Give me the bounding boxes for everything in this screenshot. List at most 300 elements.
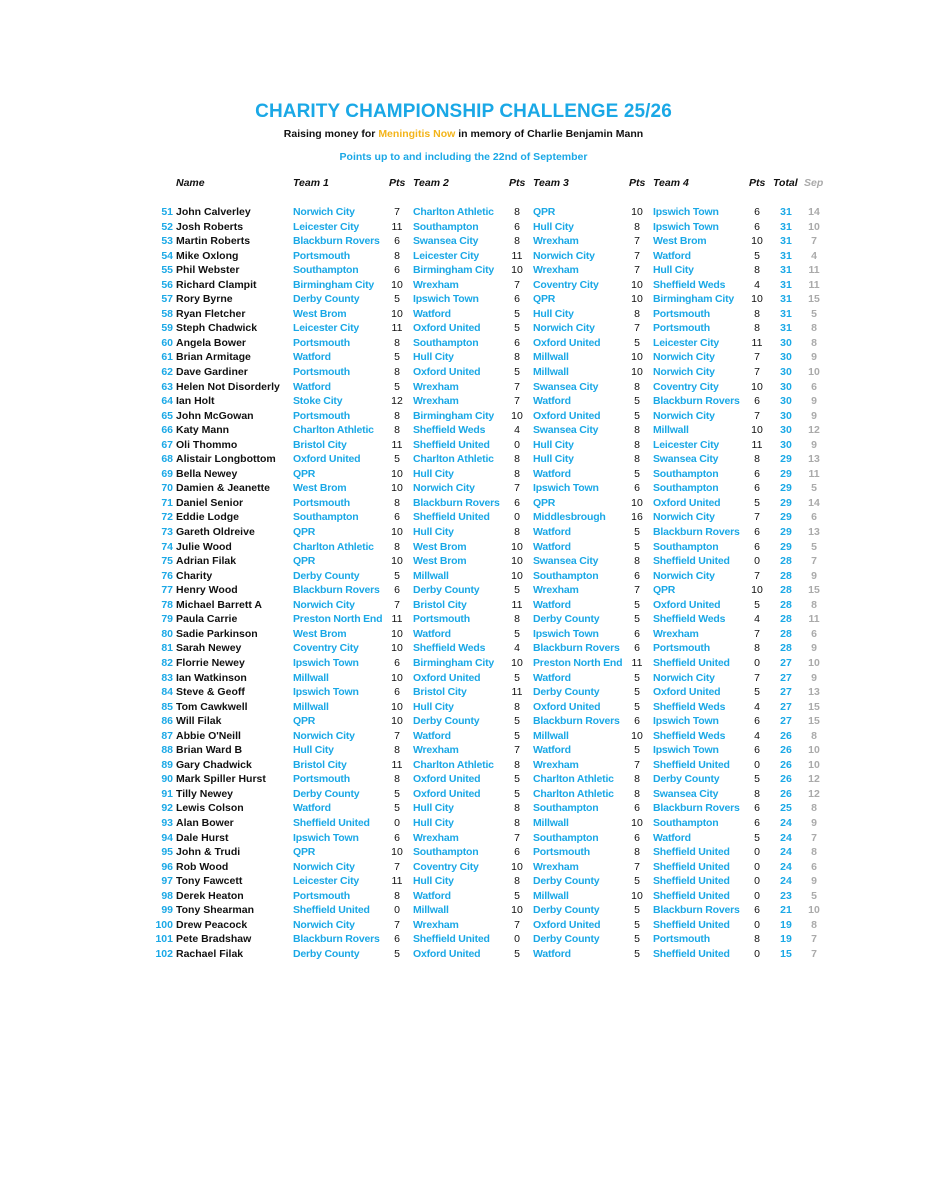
- team4-points: 6: [754, 540, 760, 553]
- team1-points: 7: [394, 598, 400, 611]
- entry-number: 95: [161, 846, 173, 859]
- team1-points: 5: [394, 380, 400, 393]
- table-row: [0, 554, 927, 569]
- team1-points: 11: [391, 322, 403, 335]
- team4: Sheffield Weds: [653, 700, 726, 713]
- sep-points: 13: [808, 453, 820, 466]
- team3: Millwall: [533, 351, 569, 364]
- sep-points: 10: [808, 366, 820, 379]
- team2-points: 5: [514, 671, 520, 684]
- entry-number: 86: [161, 715, 173, 728]
- total-points: 29: [780, 453, 792, 466]
- team2: Wrexham: [413, 380, 459, 393]
- team1-points: 10: [391, 700, 403, 713]
- team4-points: 0: [754, 889, 760, 902]
- player-name: Sadie Parkinson: [176, 627, 258, 640]
- entry-number: 100: [155, 918, 173, 931]
- team4-points: 8: [754, 642, 760, 655]
- team1-points: 5: [394, 569, 400, 582]
- table-row: [0, 816, 927, 831]
- team3-points: 8: [634, 438, 640, 451]
- total-points: 27: [780, 700, 792, 713]
- team1-points: 6: [394, 686, 400, 699]
- team3-points: 8: [634, 555, 640, 568]
- team2-points: 11: [511, 249, 523, 262]
- player-name: John McGowan: [176, 409, 254, 422]
- team2-points: 8: [514, 758, 520, 771]
- team4: Watford: [653, 249, 691, 262]
- team4-points: 6: [754, 482, 760, 495]
- team3-points: 8: [634, 846, 640, 859]
- team3-points: 7: [634, 264, 640, 277]
- player-name: Sarah Newey: [176, 642, 242, 655]
- subtitle-suffix: in memory of Charlie Benjamin Mann: [455, 128, 644, 140]
- table-row: [0, 583, 927, 598]
- team2-points: 5: [514, 715, 520, 728]
- team4-points: 4: [754, 700, 760, 713]
- team2-points: 5: [514, 947, 520, 960]
- team4: Sheffield Weds: [653, 729, 726, 742]
- team3: Hull City: [533, 438, 574, 451]
- team1-points: 6: [394, 511, 400, 524]
- player-name: Ryan Fletcher: [176, 307, 246, 320]
- total-points: 28: [780, 598, 792, 611]
- team4: Ipswich Town: [653, 206, 719, 218]
- team1-points: 10: [391, 555, 403, 568]
- team1: Derby County: [293, 293, 360, 306]
- team3: Watford: [533, 526, 571, 539]
- team3-points: 10: [631, 889, 643, 902]
- team2: Watford: [413, 307, 451, 320]
- total-points: 31: [780, 264, 792, 277]
- table-row: [0, 641, 927, 656]
- total-points: 23: [780, 889, 792, 902]
- team3: Blackburn Rovers: [533, 715, 620, 728]
- player-name: Ian Holt: [176, 395, 215, 408]
- player-name: Mark Spiller Hurst: [176, 773, 266, 786]
- team1: Hull City: [293, 744, 334, 757]
- sep-points: 12: [808, 424, 820, 437]
- team2-points: 5: [514, 366, 520, 379]
- total-points: 26: [780, 758, 792, 771]
- team3-points: 8: [634, 380, 640, 393]
- table-row: [0, 612, 927, 627]
- sep-points: 11: [808, 613, 820, 626]
- team2-points: 6: [514, 293, 520, 306]
- total-points: 24: [780, 875, 792, 888]
- team2-points: 10: [511, 656, 523, 669]
- player-name: Brian Armitage: [176, 351, 251, 364]
- team3: Swansea City: [533, 555, 599, 568]
- team1: Oxford United: [293, 453, 361, 466]
- team2-points: 8: [514, 467, 520, 480]
- team4-points: 7: [754, 569, 760, 582]
- total-points: 31: [780, 249, 792, 262]
- team4: Portsmouth: [653, 322, 710, 335]
- table-row: [0, 671, 927, 686]
- team2: West Brom: [413, 540, 467, 553]
- player-name: Katy Mann: [176, 424, 230, 437]
- team1: Portsmouth: [293, 889, 350, 902]
- player-name: Drew Peacock: [176, 918, 248, 931]
- team4-points: 7: [754, 409, 760, 422]
- team4-points: 6: [754, 816, 760, 829]
- team2: Hull City: [413, 700, 454, 713]
- team1-points: 10: [391, 671, 403, 684]
- team4-points: 6: [754, 904, 760, 917]
- player-name: Mike Oxlong: [176, 249, 239, 262]
- sep-points: 10: [808, 220, 820, 233]
- team1: QPR: [293, 526, 316, 539]
- table-row: [0, 321, 927, 336]
- team4: Leicester City: [653, 336, 720, 349]
- team4: Hull City: [653, 264, 694, 277]
- entry-number: 80: [161, 627, 173, 640]
- team4: Sheffield United: [653, 889, 730, 902]
- team4: Norwich City: [653, 511, 715, 524]
- player-name: Julie Wood: [176, 540, 232, 553]
- entry-number: 62: [161, 366, 173, 379]
- table-row: [0, 496, 927, 511]
- table-row: [0, 540, 927, 555]
- team1: Norwich City: [293, 729, 355, 742]
- entry-number: 75: [161, 555, 173, 568]
- team4-points: 0: [754, 656, 760, 669]
- team2: Charlton Athletic: [413, 206, 494, 218]
- team3: Watford: [533, 947, 571, 960]
- team3-points: 5: [634, 700, 640, 713]
- team4-points: 5: [754, 773, 760, 786]
- player-name: Josh Roberts: [176, 220, 244, 233]
- table-row: [0, 656, 927, 671]
- team3: Watford: [533, 744, 571, 757]
- team2: Wrexham: [413, 278, 459, 291]
- team3: Oxford United: [533, 409, 601, 422]
- team1: Portsmouth: [293, 249, 350, 262]
- team3-points: 7: [634, 758, 640, 771]
- total-points: 31: [780, 278, 792, 291]
- team1-points: 10: [391, 307, 403, 320]
- team3-points: 7: [634, 249, 640, 262]
- team4: Derby County: [653, 773, 720, 786]
- team3-points: 5: [634, 409, 640, 422]
- player-name: Pete Bradshaw: [176, 933, 252, 946]
- header-team1: Team 1: [293, 177, 329, 189]
- team3-points: 5: [634, 395, 640, 408]
- team1: Ipswich Town: [293, 831, 359, 844]
- team3-points: 10: [631, 816, 643, 829]
- team2: Sheffield United: [413, 933, 490, 946]
- table-row: [0, 903, 927, 918]
- sep-points: 8: [811, 918, 817, 931]
- team2: Oxford United: [413, 366, 481, 379]
- entry-number: 68: [161, 453, 173, 466]
- player-name: Damien & Jeanette: [176, 482, 270, 495]
- team4: Norwich City: [653, 671, 715, 684]
- team2-points: 11: [511, 598, 523, 611]
- team4: Millwall: [653, 424, 689, 437]
- team1-points: 6: [394, 933, 400, 946]
- team3: Preston North End: [533, 656, 623, 669]
- team2-points: 10: [511, 860, 523, 873]
- team4: Sheffield United: [653, 656, 730, 669]
- total-points: 26: [780, 773, 792, 786]
- team4: Portsmouth: [653, 933, 710, 946]
- team1-points: 8: [394, 366, 400, 379]
- total-points: 15: [780, 947, 792, 960]
- team1-points: 8: [394, 540, 400, 553]
- team1-points: 11: [391, 758, 403, 771]
- total-points: 26: [780, 787, 792, 800]
- team3: Middlesbrough: [533, 511, 606, 524]
- table-row: [0, 467, 927, 482]
- team2-points: 0: [514, 933, 520, 946]
- team2: Oxford United: [413, 947, 481, 960]
- team1-points: 10: [391, 846, 403, 859]
- team2-points: 11: [511, 686, 523, 699]
- entry-number: 66: [161, 424, 173, 437]
- team3: Watford: [533, 467, 571, 480]
- team1: Watford: [293, 351, 331, 364]
- team4: Blackburn Rovers: [653, 904, 740, 917]
- sep-points: 5: [811, 889, 817, 902]
- team4-points: 5: [754, 831, 760, 844]
- team1: Watford: [293, 380, 331, 393]
- player-name: Angela Bower: [176, 336, 247, 349]
- team1: Blackburn Rovers: [293, 584, 380, 597]
- table-header: [0, 177, 927, 191]
- table-row: [0, 278, 927, 293]
- team3-points: 10: [631, 293, 643, 306]
- team1-points: 8: [394, 744, 400, 757]
- table-row: [0, 263, 927, 278]
- sep-points: 9: [811, 642, 817, 655]
- entry-number: 61: [161, 351, 173, 364]
- team4-points: 8: [754, 453, 760, 466]
- team4: Sheffield United: [653, 860, 730, 873]
- team3: Hull City: [533, 453, 574, 466]
- team4: Sheffield United: [653, 918, 730, 931]
- team2: Oxford United: [413, 322, 481, 335]
- team1-points: 11: [391, 220, 403, 233]
- player-name: Adrian Filak: [176, 555, 237, 568]
- team4: Oxford United: [653, 686, 721, 699]
- player-name: Dave Gardiner: [176, 366, 248, 379]
- team2-points: 7: [514, 278, 520, 291]
- team1-points: 11: [391, 875, 403, 888]
- team4-points: 4: [754, 278, 760, 291]
- team3-points: 10: [631, 278, 643, 291]
- total-points: 24: [780, 816, 792, 829]
- team2-points: 7: [514, 744, 520, 757]
- team4-points: 5: [754, 249, 760, 262]
- player-name: Gareth Oldreive: [176, 526, 255, 539]
- player-name: Gary Chadwick: [176, 758, 252, 771]
- entry-number: 76: [161, 569, 173, 582]
- player-name: Paula Carrie: [176, 613, 238, 626]
- sep-points: 9: [811, 351, 817, 364]
- team1: Stoke City: [293, 395, 343, 408]
- total-points: 30: [780, 351, 792, 364]
- team2-points: 5: [514, 322, 520, 335]
- table-row: [0, 845, 927, 860]
- team1: West Brom: [293, 627, 347, 640]
- table-row: [0, 510, 927, 525]
- team4: Sheffield Weds: [653, 613, 726, 626]
- sep-points: 14: [808, 206, 820, 218]
- team4-points: 8: [754, 264, 760, 277]
- team2-points: 5: [514, 787, 520, 800]
- team2-points: 7: [514, 918, 520, 931]
- team3: Hull City: [533, 307, 574, 320]
- team4-points: 6: [754, 467, 760, 480]
- team3: Watford: [533, 598, 571, 611]
- team1: Millwall: [293, 671, 329, 684]
- team1: Portsmouth: [293, 496, 350, 509]
- sep-points: 5: [811, 307, 817, 320]
- team2-points: 8: [514, 453, 520, 466]
- table-row: [0, 918, 927, 933]
- entry-number: 57: [161, 293, 173, 306]
- sep-points: 9: [811, 395, 817, 408]
- team1-points: 0: [394, 816, 400, 829]
- sep-points: 15: [808, 584, 820, 597]
- team2-points: 6: [514, 336, 520, 349]
- entry-number: 65: [161, 409, 173, 422]
- player-name: Abbie O'Neill: [176, 729, 241, 742]
- sep-points: 6: [811, 380, 817, 393]
- team1: West Brom: [293, 307, 347, 320]
- team2: Blackburn Rovers: [413, 496, 500, 509]
- entry-number: 56: [161, 278, 173, 291]
- team2: Birmingham City: [413, 264, 495, 277]
- team4: Southampton: [653, 482, 719, 495]
- team4-points: 8: [754, 787, 760, 800]
- team3: Ipswich Town: [533, 627, 599, 640]
- team2-points: 6: [514, 220, 520, 233]
- sep-points: 9: [811, 409, 817, 422]
- team2-points: 7: [514, 831, 520, 844]
- team1: Bristol City: [293, 758, 347, 771]
- team3: Charlton Athletic: [533, 773, 614, 786]
- team1: Norwich City: [293, 860, 355, 873]
- sep-points: 10: [808, 904, 820, 917]
- team1: Portsmouth: [293, 366, 350, 379]
- team4: Southampton: [653, 540, 719, 553]
- sep-points: 13: [808, 526, 820, 539]
- entry-number: 78: [161, 598, 173, 611]
- team2: Wrexham: [413, 395, 459, 408]
- table-row: [0, 365, 927, 380]
- team4-points: 4: [754, 613, 760, 626]
- team1: Preston North End: [293, 613, 383, 626]
- team4-points: 0: [754, 947, 760, 960]
- entry-number: 54: [161, 249, 173, 262]
- team2-points: 8: [514, 526, 520, 539]
- team1-points: 11: [391, 613, 403, 626]
- team2: Millwall: [413, 569, 449, 582]
- team4: West Brom: [653, 235, 707, 248]
- team3: Derby County: [533, 904, 600, 917]
- header-pts3: Pts: [629, 177, 646, 189]
- team4: Watford: [653, 831, 691, 844]
- team2-points: 6: [514, 496, 520, 509]
- table-row: [0, 700, 927, 715]
- player-name: Rob Wood: [176, 860, 229, 873]
- team1: Portsmouth: [293, 773, 350, 786]
- table-row: [0, 831, 927, 846]
- team3-points: 8: [634, 220, 640, 233]
- entry-number: 58: [161, 307, 173, 320]
- team1-points: 12: [391, 395, 403, 408]
- player-name: Rory Byrne: [176, 293, 233, 306]
- team1-points: 11: [391, 438, 403, 451]
- team2-points: 8: [514, 235, 520, 248]
- team1: Derby County: [293, 787, 360, 800]
- player-name: Derek Heaton: [176, 889, 244, 902]
- team3-points: 5: [634, 904, 640, 917]
- total-points: 26: [780, 729, 792, 742]
- team2: Derby County: [413, 584, 480, 597]
- team4-points: 5: [754, 686, 760, 699]
- team4: Sheffield United: [653, 555, 730, 568]
- team4-points: 6: [754, 744, 760, 757]
- team3: Southampton: [533, 569, 599, 582]
- table-row: [0, 234, 927, 249]
- team1-points: 5: [394, 802, 400, 815]
- entry-number: 87: [161, 729, 173, 742]
- entry-number: 79: [161, 613, 173, 626]
- team4-points: 7: [754, 671, 760, 684]
- team4-points: 0: [754, 860, 760, 873]
- sep-points: 6: [811, 860, 817, 873]
- table-row: [0, 947, 927, 962]
- sep-points: 12: [808, 773, 820, 786]
- team2: Norwich City: [413, 482, 475, 495]
- team2-points: 8: [514, 613, 520, 626]
- team2: Charlton Athletic: [413, 453, 494, 466]
- table-row: [0, 714, 927, 729]
- team3-points: 8: [634, 787, 640, 800]
- team1-points: 7: [394, 206, 400, 218]
- team2: Wrexham: [413, 918, 459, 931]
- team4: QPR: [653, 584, 676, 597]
- team3-points: 5: [634, 875, 640, 888]
- team4-points: 8: [754, 322, 760, 335]
- team4: Portsmouth: [653, 642, 710, 655]
- table-row: [0, 598, 927, 613]
- team4: Norwich City: [653, 351, 715, 364]
- team3: Watford: [533, 671, 571, 684]
- team1: Derby County: [293, 947, 360, 960]
- table-row: [0, 307, 927, 322]
- team4: Southampton: [653, 816, 719, 829]
- table-row: [0, 350, 927, 365]
- team1-points: 0: [394, 904, 400, 917]
- entry-number: 81: [161, 642, 173, 655]
- header-team4: Team 4: [653, 177, 689, 189]
- team3-points: 8: [634, 453, 640, 466]
- team1-points: 7: [394, 729, 400, 742]
- team4-points: 7: [754, 511, 760, 524]
- team1-points: 7: [394, 918, 400, 931]
- team1: QPR: [293, 467, 316, 480]
- team1: Southampton: [293, 264, 359, 277]
- team1-points: 5: [394, 293, 400, 306]
- subtitle: [0, 128, 927, 140]
- team2: Hull City: [413, 467, 454, 480]
- team4-points: 0: [754, 555, 760, 568]
